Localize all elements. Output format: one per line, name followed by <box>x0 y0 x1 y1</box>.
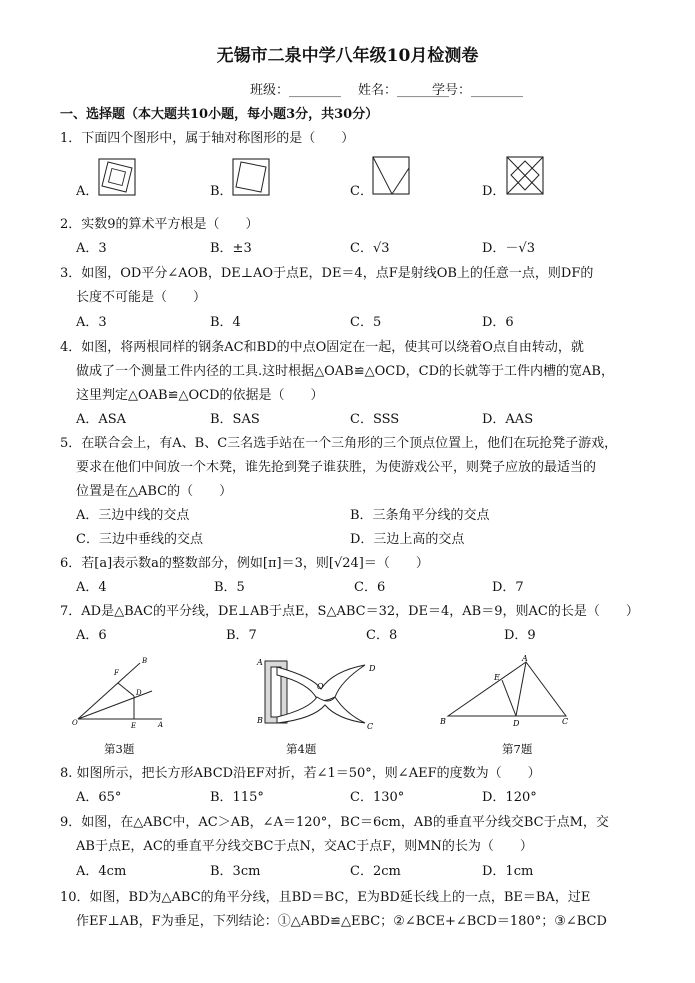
q9-stem-line1: 9．如图，在△ABC中，AC＞AB，∠A＝120°，BC＝6cm，AB的垂直平分线交BC于点M，交 <box>60 815 609 830</box>
fig3-label-d: D <box>136 689 142 697</box>
q9-option-c: C．2cm <box>350 864 401 879</box>
fig3-label-f: F <box>114 669 119 677</box>
q4-stem-line1: 4．如图，将两根同样的钢条AC和BD的中点O固定在一起，使其可以绕着O点自由转动，就 <box>60 340 584 355</box>
q4-stem-line3: 这里判定△OAB≌△OCD的依据是（ ） <box>76 388 324 403</box>
fig3-label-a: A <box>158 721 164 729</box>
q6-option-d: D．7 <box>492 580 524 595</box>
q1-figure-a <box>98 158 138 198</box>
q8-stem: 8. 如图所示，把长方形ABCD沿EF对折，若∠1＝50°，则∠AEF的度数为（ ） <box>60 766 541 781</box>
q1-option-d: D． <box>482 184 506 199</box>
q9-stem-line2: AB于点E，AC的垂直平分线交BC于点N，交AC于点F，则MN的长为（ ） <box>76 839 533 854</box>
q8-option-b: B．115° <box>210 790 264 805</box>
q4-option-d: D．AAS <box>482 412 534 427</box>
q8-option-a: A．65° <box>76 790 122 805</box>
q1-option-b: B． <box>210 184 233 199</box>
fig4-label-c: C <box>367 722 374 731</box>
q5-option-c: C．三边中垂线的交点 <box>76 532 203 547</box>
q7-stem: 7．AD是△BAC的平分线，DE⊥AB于点E，S△ABC＝32，DE＝4，AB＝9，则AC的长是（ ） <box>60 604 639 619</box>
figure-7 <box>438 652 578 730</box>
q7-option-a: A．6 <box>76 628 107 643</box>
figure-7-caption: 第7题 <box>502 742 533 756</box>
fig3-label-o: O <box>72 719 78 727</box>
fig7-label-b: B <box>440 717 446 726</box>
q5-stem-line2: 要求在他们中间放一个木凳，谁先抢到凳子谁获胜，为使游戏公平，则凳子应放的最适当的 <box>76 460 597 475</box>
fig4-label-o: O <box>317 682 324 691</box>
fig4-label-b: B <box>257 716 263 725</box>
q5-stem-line1: 5．在联合会上，有A、B、C三名选手站在一个三角形的三个顶点位置上，他们在玩抢凳子游戏， <box>60 436 618 451</box>
q2-option-c: C．√3 <box>350 241 390 256</box>
q3-stem-line2: 长度不可能是（ ） <box>76 290 207 305</box>
q2-option-a: A．3 <box>76 241 107 256</box>
fig7-label-a: A <box>522 654 528 663</box>
q9-option-b: B．3cm <box>210 864 261 879</box>
q7-option-c: C．8 <box>366 628 398 643</box>
q6-option-b: B．5 <box>214 580 245 595</box>
fig3-label-e: E <box>131 722 137 730</box>
figure-4-caption: 第4题 <box>286 742 317 756</box>
q9-option-a: A．4cm <box>76 864 127 879</box>
q3-option-b: B．4 <box>210 315 241 330</box>
figure-3-caption: 第3题 <box>104 742 135 756</box>
q4-option-b: B．SAS <box>210 412 260 427</box>
q2-stem: 2．实数9的算术平方根是（ ） <box>60 217 259 232</box>
q6-stem: 6．若[a]表示数a的整数部分，例如[π]＝3，则[√24]＝（ ） <box>60 556 429 571</box>
fig7-label-c: C <box>562 717 569 726</box>
q7-option-d: D．9 <box>504 628 536 643</box>
figure-4 <box>253 653 383 733</box>
q1-stem: 1．下面四个图形中，属于轴对称图形的是（ ） <box>60 131 355 146</box>
q1-option-a: A． <box>76 184 99 199</box>
q1-figure-c <box>372 156 412 198</box>
q3-option-d: D．6 <box>482 315 514 330</box>
q5-option-d: D．三边上高的交点 <box>350 532 465 547</box>
fig4-label-d: D <box>369 664 376 673</box>
student-id-field: 学号：________ <box>432 83 524 98</box>
fig4-label-a: A <box>257 658 263 667</box>
q3-stem-line1: 3．如图，OD平分∠AOB，DE⊥AO于点E，DE＝4，点F是射线OB上的任意一点，则DF的 <box>60 266 594 281</box>
class-field: 班级：________ <box>250 83 342 98</box>
q2-option-b: B．±3 <box>210 241 252 256</box>
q9-option-d: D．1cm <box>482 864 534 879</box>
q1-figure-d <box>506 156 546 198</box>
fig3-label-b: B <box>142 657 148 665</box>
q5-option-b: B．三条角平分线的交点 <box>350 508 490 523</box>
q4-option-a: A．ASA <box>76 412 127 427</box>
q8-option-d: D．120° <box>482 790 537 805</box>
q10-stem-line2: 作EF⊥AB，F为垂足，下列结论：①△ABD≌△EBC；②∠BCE+∠BCD＝180°；③∠BCD <box>76 914 607 929</box>
q3-option-c: C．5 <box>350 315 382 330</box>
page-title: 无锡市二泉中学八年级10月检测卷 <box>216 46 479 66</box>
section-heading: 一、选择题（本大题共10小题，每小题3分，共30分） <box>60 107 379 122</box>
q5-option-a: A．三边中线的交点 <box>76 508 190 523</box>
q4-stem-line2: 做成了一个测量工件内径的工具.这时根据△OAB≌△OCD，CD的长就等于工件内槽的宽AB， <box>76 364 614 379</box>
q3-option-a: A．3 <box>76 315 107 330</box>
q6-option-c: C．6 <box>354 580 386 595</box>
q5-stem-line3: 位置是在△ABC的（ ） <box>76 484 233 499</box>
fig7-label-d: D <box>513 719 520 728</box>
q10-stem-line1: 10．如图，BD为△ABC的角平分线，且BD＝BC，E为BD延长线上的一点，BE＝BA，过E <box>60 890 591 905</box>
name-field: 姓名：________ <box>358 83 450 98</box>
figure-3 <box>70 655 170 730</box>
q1-figure-b <box>232 158 272 198</box>
q1-option-c: C． <box>350 184 373 199</box>
q4-option-c: C．SSS <box>350 412 400 427</box>
q8-option-c: C．130° <box>350 790 405 805</box>
q7-option-b: B．7 <box>226 628 257 643</box>
q6-option-a: A．4 <box>76 580 107 595</box>
q2-option-d: D．－√3 <box>482 241 535 256</box>
fig7-label-e: E <box>494 673 500 682</box>
